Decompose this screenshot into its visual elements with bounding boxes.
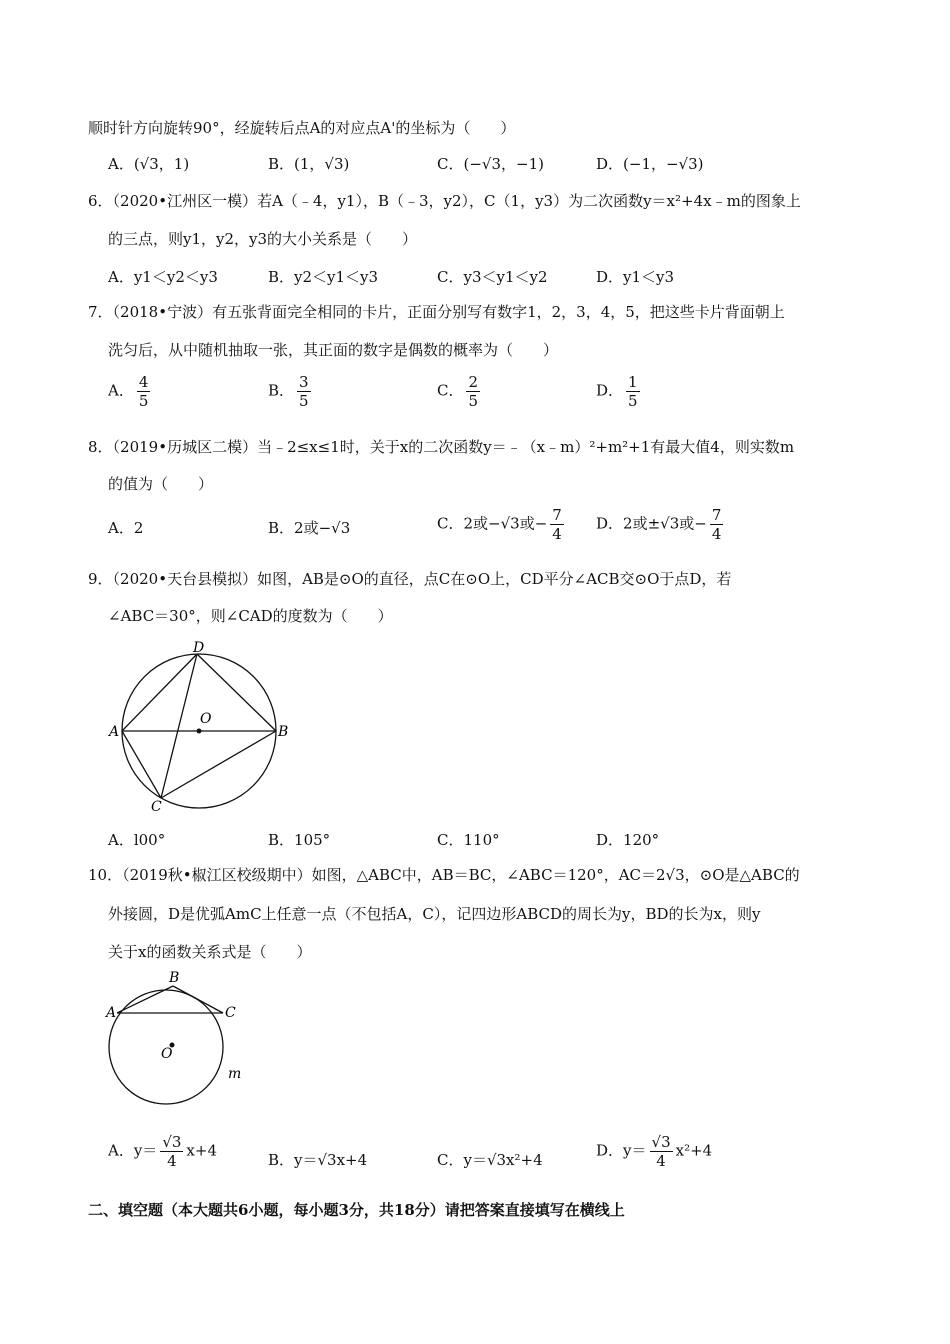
- q10-circle-figure: [100, 965, 260, 1115]
- numerator: 2: [468, 373, 479, 391]
- label-a: A: [106, 1005, 117, 1021]
- denominator: 5: [138, 392, 149, 410]
- section-heading-fill-in: 二、填空题（本大题共6小题，每小题3分，共18分）请把答案直接填写在横线上: [88, 1201, 625, 1219]
- q10-option-d: [596, 1133, 712, 1170]
- chord-ac: [122, 731, 161, 798]
- q7-option-d: [596, 373, 643, 410]
- chord-cb: [161, 731, 276, 798]
- q7-option-d-fraction: [626, 373, 640, 410]
- denominator: 5: [628, 392, 638, 410]
- numerator: 4: [138, 373, 149, 391]
- q7-option-c-label: C．: [437, 381, 464, 400]
- q10-option-d-tail: x²+4: [675, 1141, 713, 1160]
- q10-option-a-fraction: [160, 1133, 183, 1170]
- chord-bc: [173, 986, 223, 1013]
- numerator: √3: [162, 1133, 182, 1151]
- q7-stem-line1: 7．（2018•宁波）有五张背面完全相同的卡片，正面分别写有数字1，2，3，4，5，把这些卡片背面朝上: [88, 303, 785, 321]
- label-b: B: [169, 970, 180, 986]
- q9-stem-line2: ∠ABC＝30°，则∠CAD的度数为（ ）: [108, 607, 393, 625]
- label-a: A: [109, 724, 120, 740]
- q7-option-b-fraction: [297, 373, 311, 410]
- numerator: 3: [299, 373, 309, 391]
- q7-option-c-fraction: [466, 373, 480, 410]
- denominator: 5: [299, 392, 309, 410]
- q8-option-d: [596, 506, 726, 543]
- q7-option-d-label: D．: [596, 381, 624, 400]
- denominator: 4: [552, 525, 562, 543]
- q7-option-a-fraction: [137, 373, 151, 410]
- q10-option-a: [108, 1133, 217, 1170]
- q8-option-c-fraction: [550, 506, 564, 543]
- q8-stem-line2: 的值为（ ）: [108, 475, 214, 493]
- center-point: [197, 729, 202, 734]
- q7-option-c: [437, 373, 483, 410]
- q10-option-d-fraction: [650, 1133, 673, 1170]
- chord-dc: [161, 654, 197, 798]
- denominator: 4: [711, 525, 722, 543]
- q8-option-d-text: D．2或±√3或−: [596, 514, 707, 533]
- q9-option-c: C．110°: [437, 831, 500, 849]
- q7-option-b: [268, 373, 314, 410]
- q8-option-c: [437, 506, 567, 543]
- q5-option-d: D．(−1，−√3): [596, 155, 704, 173]
- q5-option-a: A．(√3，1): [108, 155, 190, 173]
- q6-option-a: A．y1＜y2＜y3: [108, 268, 218, 286]
- q5-option-b: B．(1，√3): [268, 155, 350, 173]
- q7-option-a: [108, 373, 153, 410]
- q10-option-a-tail: x+4: [186, 1141, 217, 1160]
- q10-stem-line3: 关于x的函数关系式是（ ）: [108, 943, 312, 961]
- q9-stem-line1: 9．（2020•天台县模拟）如图，AB是⊙O的直径，点C在⊙O上，CD平分∠ACB交⊙O于点D，若: [88, 570, 732, 588]
- q6-option-b: B．y2＜y1＜y3: [268, 268, 379, 286]
- numerator: 7: [552, 506, 562, 524]
- label-c: C: [225, 1005, 236, 1021]
- numerator: √3: [651, 1133, 671, 1151]
- q9-circle-figure: [105, 635, 305, 815]
- q10-option-a-label: A．y＝: [108, 1141, 158, 1160]
- q7-option-a-label: A．: [108, 381, 134, 400]
- q6-option-d: D．y1＜y3: [596, 268, 675, 286]
- q6-stem-line1: 6．（2020•江州区一模）若A（﹣4，y1），B（﹣3，y2），C（1，y3）为二次函数y＝x²+4x﹣m的图象上: [88, 192, 801, 210]
- q10-option-c: C．y＝√3x²+4: [437, 1151, 543, 1169]
- denominator: 4: [656, 1152, 666, 1170]
- denominator: 4: [167, 1152, 177, 1170]
- q5-option-c: C．(−√3，−1): [437, 155, 544, 173]
- label-d: D: [193, 640, 205, 656]
- q8-option-d-fraction: [710, 506, 724, 543]
- q6-stem-line2: 的三点，则y1，y2，y3的大小关系是（ ）: [108, 230, 418, 248]
- q10-option-d-label: D．y＝: [596, 1141, 647, 1160]
- numerator: 7: [711, 506, 722, 524]
- q5-stem-continuation: 顺时针方向旋转90°，经旋转后点A的对应点A'的坐标为（ ）: [88, 119, 516, 137]
- q10-option-b: B．y＝√3x+4: [268, 1151, 368, 1169]
- q10-stem-line1: 10．（2019秋•椒江区校级期中）如图，△ABC中，AB＝BC，∠ABC＝120°，AC＝2√3，⊙O是△ABC的: [88, 866, 800, 884]
- label-c: C: [151, 799, 162, 815]
- denominator: 5: [468, 392, 479, 410]
- numerator: 1: [628, 373, 638, 391]
- q9-option-b: B．105°: [268, 831, 331, 849]
- q8-option-a: A．2: [108, 519, 144, 537]
- q8-option-b: B．2或−√3: [268, 519, 351, 537]
- label-o: O: [200, 711, 212, 727]
- label-b: B: [278, 724, 289, 740]
- chord-ab: [117, 986, 173, 1013]
- label-o: O: [161, 1046, 173, 1062]
- q8-stem-line1: 8．（2019•历城区二模）当﹣2≤x≤1时，关于x的二次函数y＝﹣（x﹣m）²+m²+1有最大值4，则实数m: [88, 438, 795, 456]
- q7-option-b-label: B．: [268, 381, 295, 400]
- label-m: m: [228, 1066, 242, 1082]
- q9-option-d: D．120°: [596, 831, 660, 849]
- q10-stem-line2: 外接圆，D是优弧AmC上任意一点（不包括A，C），记四边形ABCD的周长为y，BD的长为x，则y: [108, 905, 761, 923]
- q7-stem-line2: 洗匀后，从中随机抽取一张，其正面的数字是偶数的概率为（ ）: [108, 341, 559, 359]
- q8-option-c-text: C．2或−√3或−: [437, 514, 548, 533]
- q6-option-c: C．y3＜y1＜y2: [437, 268, 548, 286]
- q9-option-a: A．l00°: [108, 831, 166, 849]
